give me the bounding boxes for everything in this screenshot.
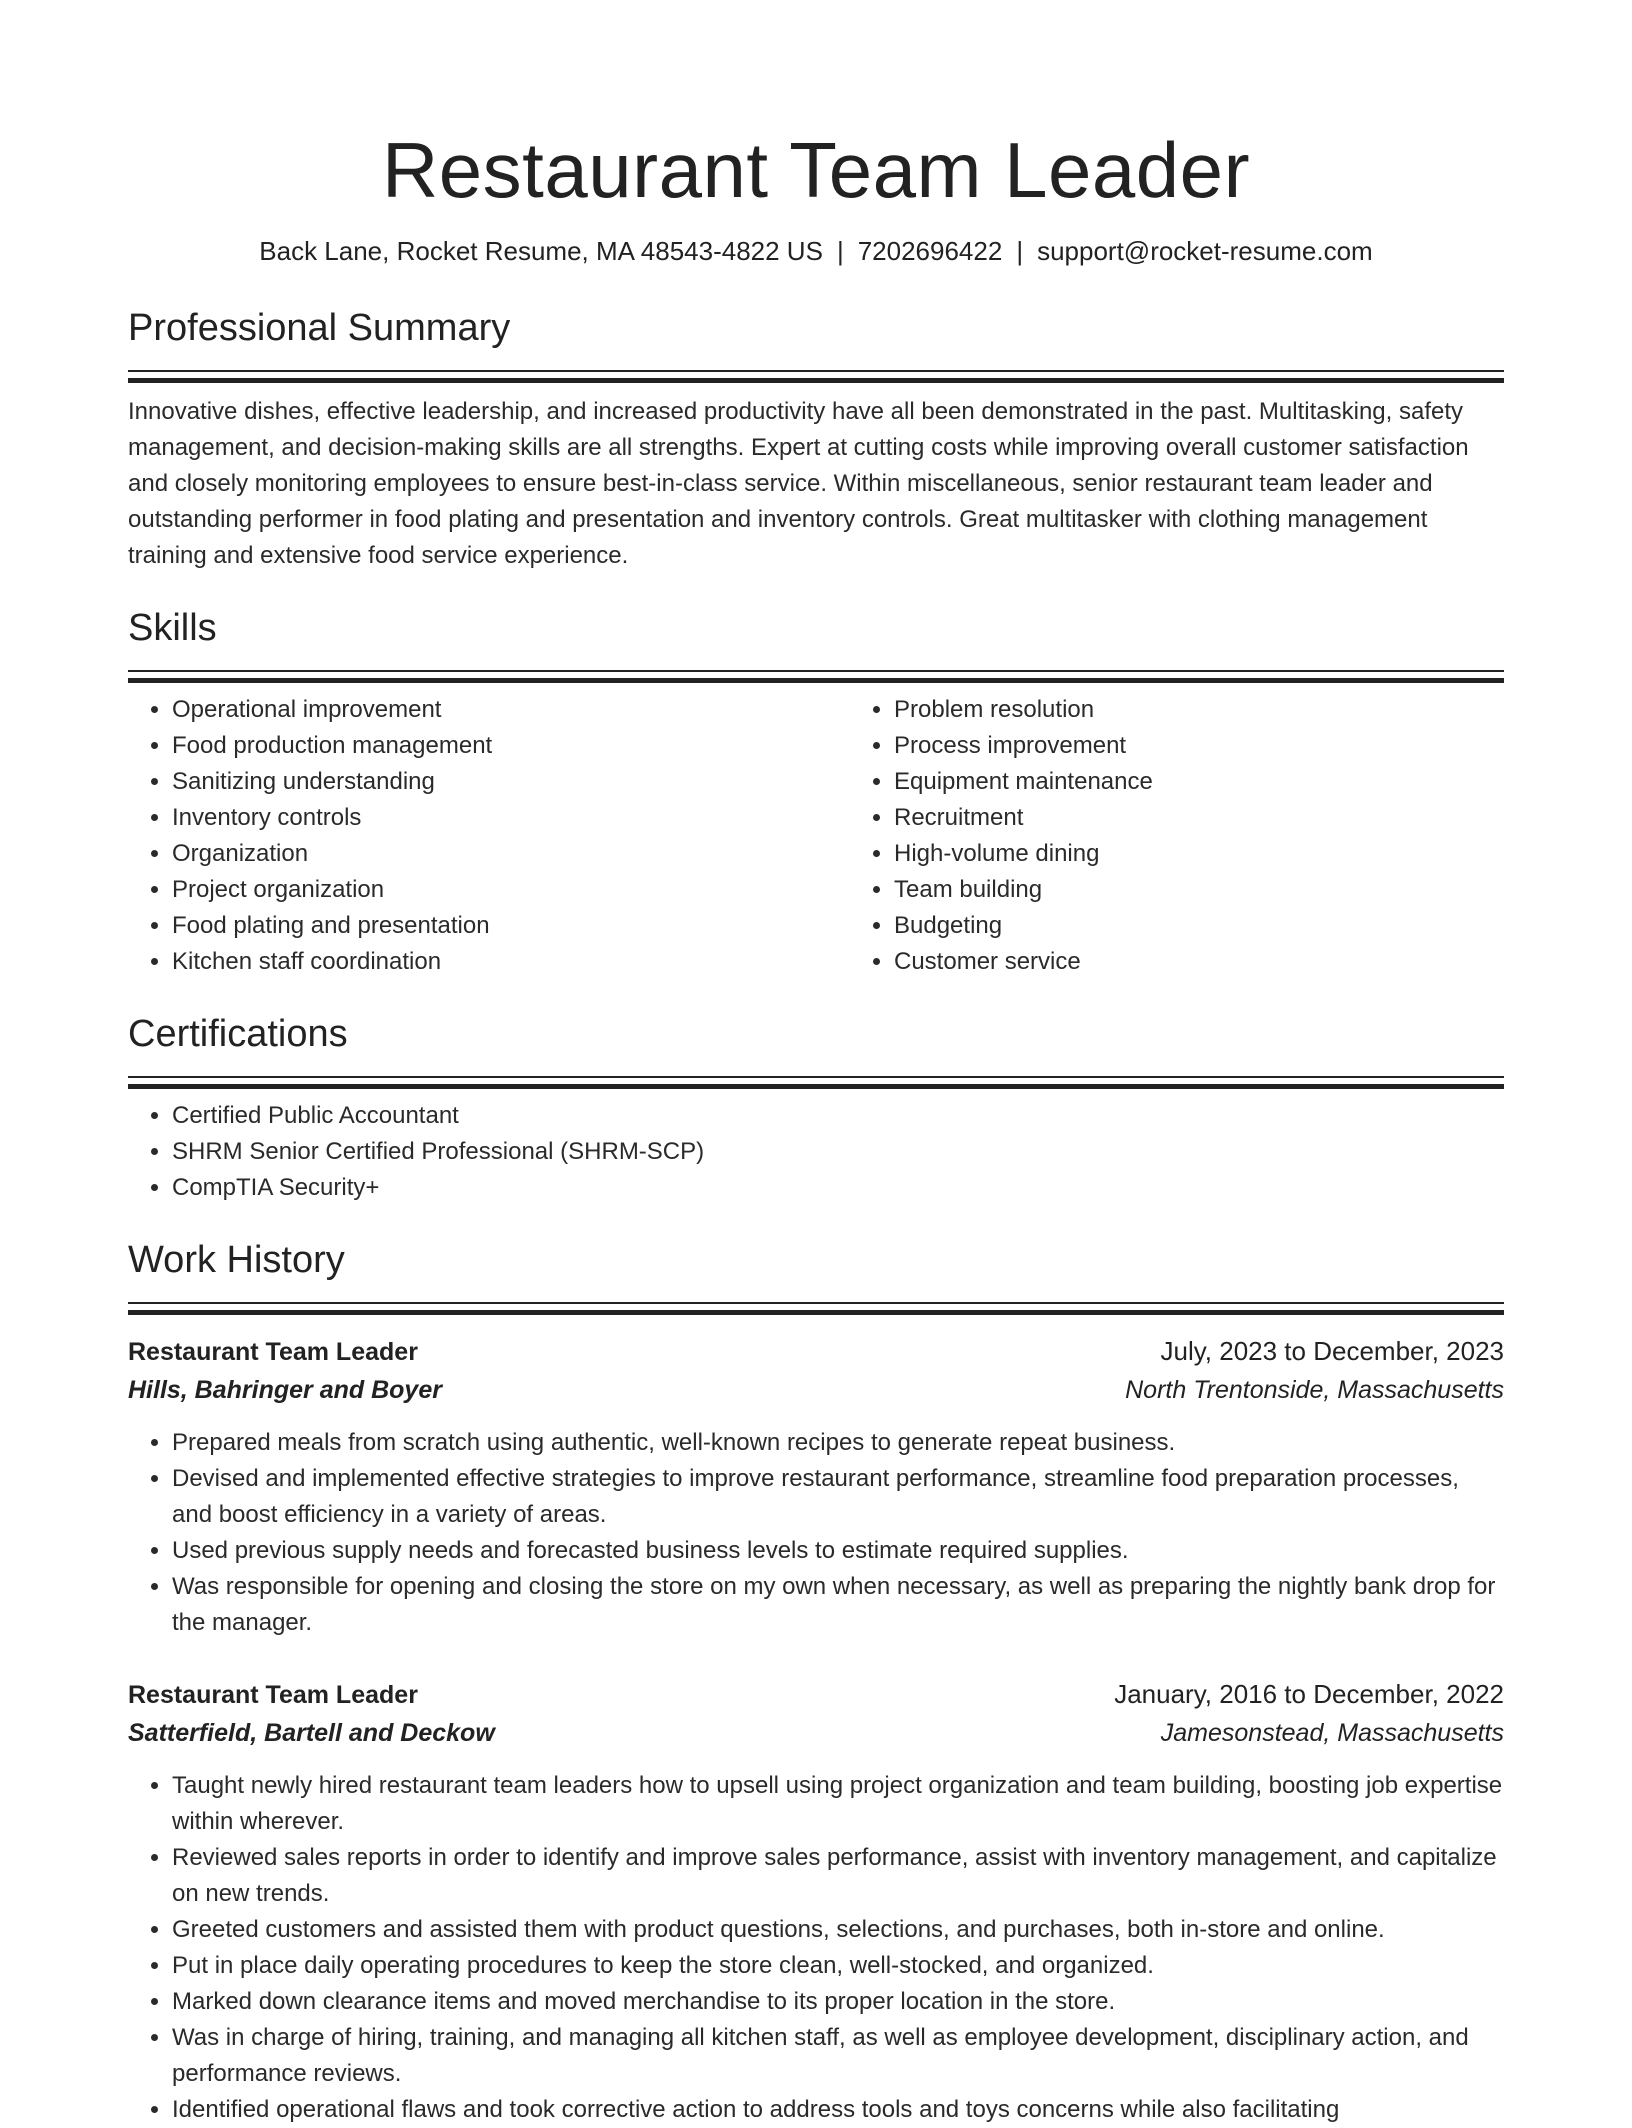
job-location: North Trentonside, Massachusetts (1125, 1376, 1504, 1404)
certification-item: • Certified Public Accountant (172, 1098, 1504, 1134)
skill-item: • Recruitment (894, 800, 1572, 836)
job-bullet: • Put in place daily operating procedures to keep the store clean, well-stocked, and organized. (172, 1948, 1504, 1984)
section-divider (128, 670, 1504, 682)
skill-item: • Sanitizing understanding (172, 764, 850, 800)
job-bullet: • Prepared meals from scratch using authentic, well-known recipes to generate repeat business. (172, 1425, 1504, 1461)
job-bullet: • Used previous supply needs and forecasted business levels to estimate required supplies. (172, 1533, 1504, 1569)
skills-list-right (850, 692, 1572, 980)
job-title: Restaurant Team Leader (128, 1338, 418, 1366)
summary-section (128, 304, 1504, 574)
section-divider (128, 1302, 1504, 1314)
certification-item: • SHRM Senior Certified Professional (SHRM-SCP) (172, 1134, 1504, 1170)
contact-separator: | (836, 236, 844, 266)
job-bullet: • Identified operational flaws and took corrective action to address tools and toys concerns while also facilitating (172, 2092, 1504, 2128)
job-title: Restaurant Team Leader (128, 1681, 418, 1709)
contact-email: support@rocket-resume.com (1037, 236, 1373, 266)
job-company: Hills, Bahringer and Boyer (128, 1376, 442, 1404)
skill-item: • Operational improvement (172, 692, 850, 728)
work-history-section (128, 1236, 1504, 2128)
job-dates: January, 2016 to December, 2022 (1114, 1679, 1504, 1709)
skill-item: • Food production management (172, 728, 850, 764)
skill-item: • Organization (172, 836, 850, 872)
job-bullet: • Reviewed sales reports in order to identify and improve sales performance, assist with inventory management, and capitalize on new trends. (172, 1840, 1504, 1912)
job-bullet: • Was responsible for opening and closing the store on my own when necessary, as well as preparing the nightly bank drop for the manager. (172, 1569, 1504, 1641)
job-company-row (128, 1371, 1504, 1409)
section-title-summary: Professional Summary (128, 307, 511, 349)
contact-line (128, 234, 1504, 268)
skill-item: • Project organization (172, 872, 850, 908)
resume-name: Restaurant Team Leader (381, 126, 1251, 214)
skills-list-left (128, 692, 850, 980)
job-bullet: • Was in charge of hiring, training, and managing all kitchen staff, as well as employee development, disciplinary action, and performance reviews. (172, 2020, 1504, 2092)
job-company-row (128, 1714, 1504, 1752)
section-divider (128, 370, 1504, 382)
job-bullets (128, 1425, 1504, 1641)
skills-columns (128, 692, 1504, 980)
job-header-row (128, 1332, 1504, 1371)
section-divider (128, 1076, 1504, 1088)
skills-section (128, 604, 1504, 980)
contact-phone: 7202696422 (857, 236, 1003, 266)
section-title-certifications: Certifications (128, 1013, 348, 1055)
skill-item: • Process improvement (894, 728, 1572, 764)
certifications-list (128, 1098, 1504, 1206)
section-title-work-history: Work History (128, 1239, 345, 1281)
job-entry (128, 1675, 1504, 2128)
job-header-row (128, 1675, 1504, 1714)
job-company: Satterfield, Bartell and Deckow (128, 1719, 495, 1747)
certification-item: • CompTIA Security+ (172, 1170, 1504, 1206)
skill-item: • Inventory controls (172, 800, 850, 836)
summary-text: Innovative dishes, effective leadership, and increased productivity have all been demonstrated in the past. Multitasking, safety management, and decision-making skills are all strengths. Expert at cutting costs while improving overall customer satisfaction and closely monitoring employees to ensure best-in-class service. Within miscellaneous, senior restaurant team leader and outstanding performer in food plating and presentation and inventory controls. Great multitasker with clothing management training and extensive food service experience. (128, 398, 1469, 569)
job-dates: July, 2023 to December, 2023 (1160, 1336, 1504, 1366)
contact-address: Back Lane, Rocket Resume, MA 48543-4822 US (259, 236, 823, 266)
skill-item: • Kitchen staff coordination (172, 944, 850, 980)
job-location: Jamesonstead, Massachusetts (1160, 1719, 1504, 1747)
certifications-section (128, 1010, 1504, 1206)
contact-separator: | (1016, 236, 1024, 266)
job-bullet: • Greeted customers and assisted them with product questions, selections, and purchases, both in-store and online. (172, 1912, 1504, 1948)
job-entry (128, 1332, 1504, 1641)
skill-item: • Food plating and presentation (172, 908, 850, 944)
skill-item: • Budgeting (894, 908, 1572, 944)
skill-item: • High-volume dining (894, 836, 1572, 872)
job-bullets (128, 1768, 1504, 2128)
section-title-skills: Skills (128, 607, 217, 649)
skill-item: • Customer service (894, 944, 1572, 980)
resume-page (128, 0, 1504, 2128)
job-bullet: • Devised and implemented effective strategies to improve restaurant performance, streamline food preparation processes, and boost efficiency in a variety of areas. (172, 1461, 1504, 1533)
skill-item: • Problem resolution (894, 692, 1572, 728)
skill-item: • Equipment maintenance (894, 764, 1572, 800)
job-bullet: • Marked down clearance items and moved merchandise to its proper location in the store. (172, 1984, 1504, 2020)
job-bullet: • Taught newly hired restaurant team leaders how to upsell using project organization and team building, boosting job expertise within wherever. (172, 1768, 1504, 1840)
skill-item: • Team building (894, 872, 1572, 908)
